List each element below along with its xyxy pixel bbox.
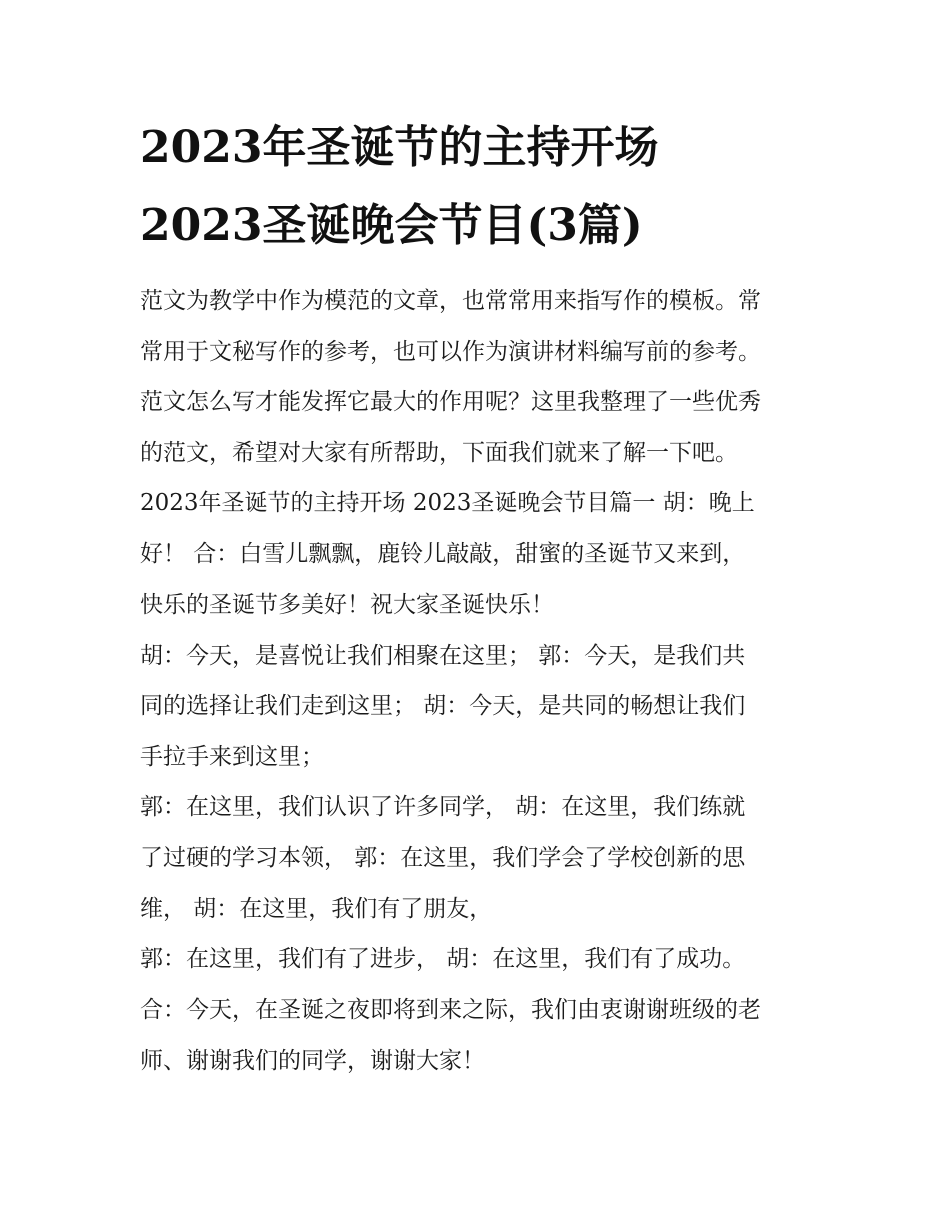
body-line: 快乐的圣诞节多美好！祝大家圣诞快乐！ (140, 592, 554, 618)
body-line: 郭：在这里，我们有了进步， 胡：在这里，我们有了成功。 (140, 946, 746, 972)
body-line: 范文为教学中作为模范的文章，也常常用来指写作的模板。常 (140, 288, 761, 314)
body-line: 常用于文秘写作的参考，也可以作为演讲材料编写前的参考。 (140, 339, 761, 365)
body-line: 手拉手来到这里； (140, 744, 324, 770)
body-line: 胡：今天，是喜悦让我们相聚在这里； 郭：今天，是我们共 (140, 643, 746, 669)
body-line: 同的选择让我们走到这里； 胡：今天，是共同的畅想让我们 (140, 693, 746, 719)
body-line: 好！ 合：白雪儿飘飘，鹿铃儿敲敲，甜蜜的圣诞节又来到， (140, 541, 746, 567)
body-line: 维， 胡：在这里，我们有了朋友， (140, 896, 493, 922)
body-line: 郭：在这里，我们认识了许多同学， 胡：在这里，我们练就 (140, 794, 746, 820)
body-line: 范文怎么写才能发挥它最大的作用呢？这里我整理了一些优秀 (140, 389, 761, 415)
body-line: 师、谢谢我们的同学，谢谢大家！ (140, 1048, 485, 1074)
document-title-line-2: 2023圣诞晚会节目(3篇) (140, 200, 643, 251)
body-line: 的范文，希望对大家有所帮助，下面我们就来了解一下吧。 (140, 440, 738, 466)
body-line: 了过硬的学习本领， 郭：在这里，我们学会了学校创新的思 (140, 845, 746, 871)
body-line: 合：今天，在圣诞之夜即将到来之际，我们由衷谢谢班级的老 (140, 997, 761, 1023)
document-title-line-1: 2023年圣诞节的主持开场 (140, 122, 659, 173)
body-line: 2023年圣诞节的主持开场 2023圣诞晚会节目篇一 胡：晚上 (140, 490, 755, 516)
